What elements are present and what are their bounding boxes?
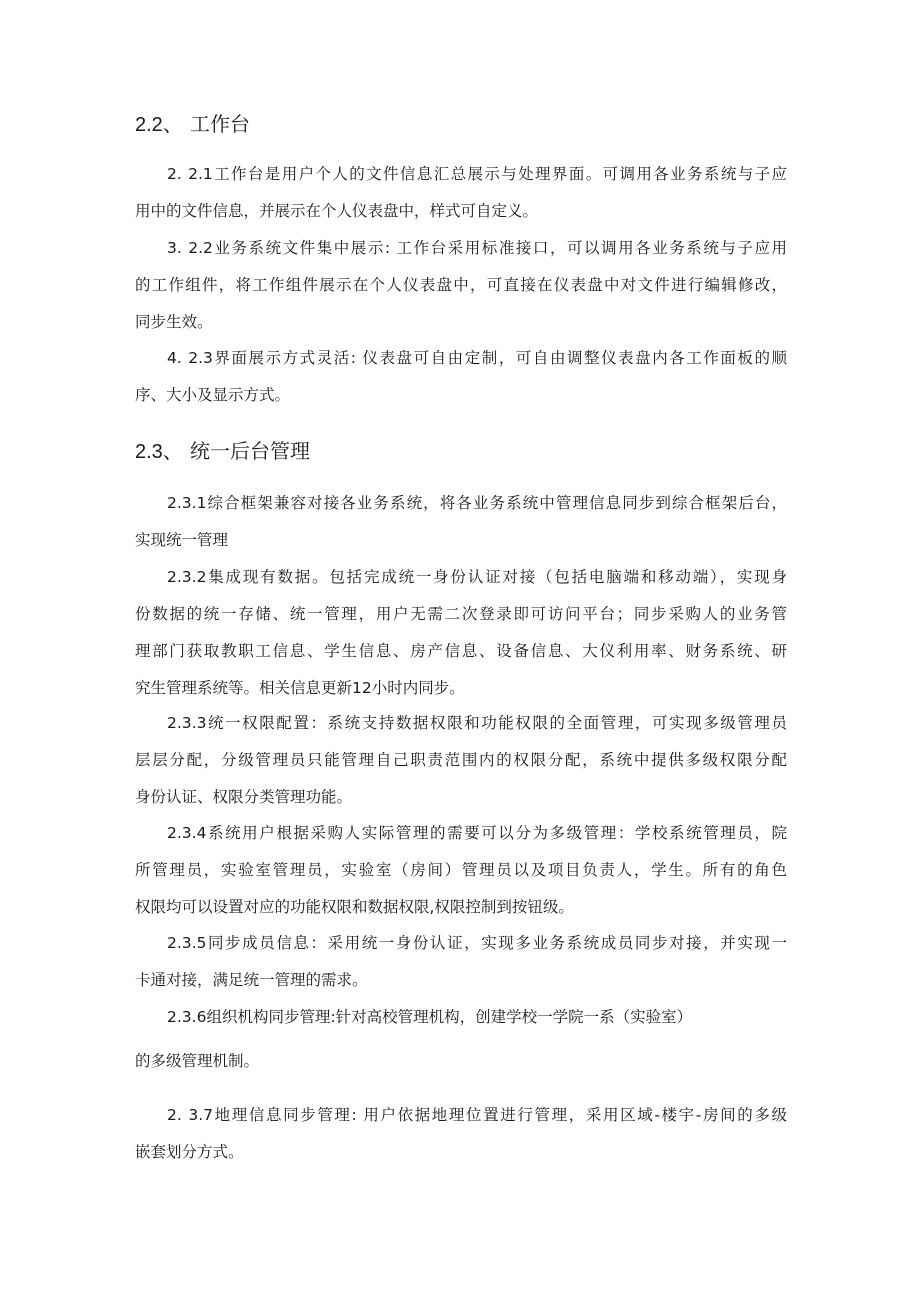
paragraph-2-2-3 [135,340,787,414]
paragraph-line: 4. 2.3界面展示方式灵活: 仪表盘可自由定制，可自由调整仪表盘内各工作面板的顺 [167,349,787,367]
paragraph-line: 2.3.5同步成员信息：采用统一身份认证，实现多业务系统成员同步对接，并实现一 [167,934,787,952]
paragraph-line: 2.3.3统一权限配置：系统支持数据权限和功能权限的全面管理，可实现多级管理员 [167,714,787,732]
section-title: 工作台 [190,112,250,136]
paragraph-line: 用中的文件信息，并展示在个人仪表盘中，样式可自定义。 [135,202,539,220]
paragraph-2-3-7 [135,1097,787,1171]
paragraph-line: 层层分配，分级管理员只能管理自己职责范围内的权限分配，系统中提供多级权限分配 [135,751,787,769]
paragraph-2-3-6-continued [135,1043,787,1080]
section-heading-2-3 [135,437,310,466]
paragraph-line: 2.3.2集成现有数据。包括完成统一身份认证对接（包括电脑端和移动端），实现身 [167,568,787,586]
paragraph-2-3-5 [135,925,787,999]
paragraph-2-3-2 [135,559,787,707]
paragraph-2-3-4 [135,815,787,926]
paragraph-line: 2.3.4系统用户根据采购人实际管理的需要可以分为多级管理：学校系统管理员，院 [167,824,787,842]
paragraph-line: 序、大小及显示方式。 [135,386,291,404]
paragraph-2-3-1 [135,485,787,559]
section-title: 统一后台管理 [190,439,310,463]
paragraph-line: 份数据的统一存储、统一管理，用户无需二次登录即可访问平台；同步采购人的业务管 [135,605,787,623]
paragraph-line: 的多级管理机制。 [135,1052,260,1070]
paragraph-line: 实现统一管理 [135,531,229,549]
paragraph-line: 理部门获取教职工信息、学生信息、房产信息、设备信息、大仪利用率、财务系统、研 [135,642,787,660]
paragraph-2-2-2 [135,230,787,341]
paragraph-line: 2.3.6组织机构同步管理:针对高校管理机构，创建学校一学院一系（实验室） [167,1008,693,1026]
paragraph-line: 嵌套划分方式。 [135,1143,244,1161]
paragraph-line: 卡通对接，满足统一管理的需求。 [135,971,368,989]
paragraph-line: 2.3.1综合框架兼容对接各业务系统，将各业务系统中管理信息同步到综合框架后台， [167,494,787,512]
paragraph-2-3-3 [135,705,787,816]
paragraph-line: 2. 3.7地理信息同步管理: 用户依据地理位置进行管理，采用区域-楼宇-房间的多级 [167,1106,787,1124]
section-number: 2.2、 [135,114,183,136]
paragraph-line: 同步生效。 [135,313,213,331]
paragraph-2-3-6 [135,999,787,1036]
section-number: 2.3、 [135,441,183,463]
section-heading-2-2 [135,110,250,139]
paragraph-line: 究生管理系统等。相关信息更新12小时内同步。 [135,679,465,697]
paragraph-2-2-1 [135,156,787,230]
paragraph-line: 的工作组件，将工作组件展示在个人仪表盘中，可直接在仪表盘中对文件进行编辑修改， [135,276,787,294]
paragraph-line: 3. 2.2业务系统文件集中展示: 工作台采用标准接口，可以调用各业务系统与子应用 [167,239,787,257]
paragraph-line: 2. 2.1工作台是用户个人的文件信息汇总展示与处理界面。可调用各业务系统与子应 [167,165,787,183]
paragraph-line: 身份认证、权限分类管理功能。 [135,788,353,806]
paragraph-line: 权限均可以设置对应的功能权限和数据权限,权限控制到按钮级。 [135,898,574,916]
paragraph-line: 所管理员，实验室管理员，实验室（房间）管理员以及项目负责人，学生。所有的角色 [135,861,787,879]
